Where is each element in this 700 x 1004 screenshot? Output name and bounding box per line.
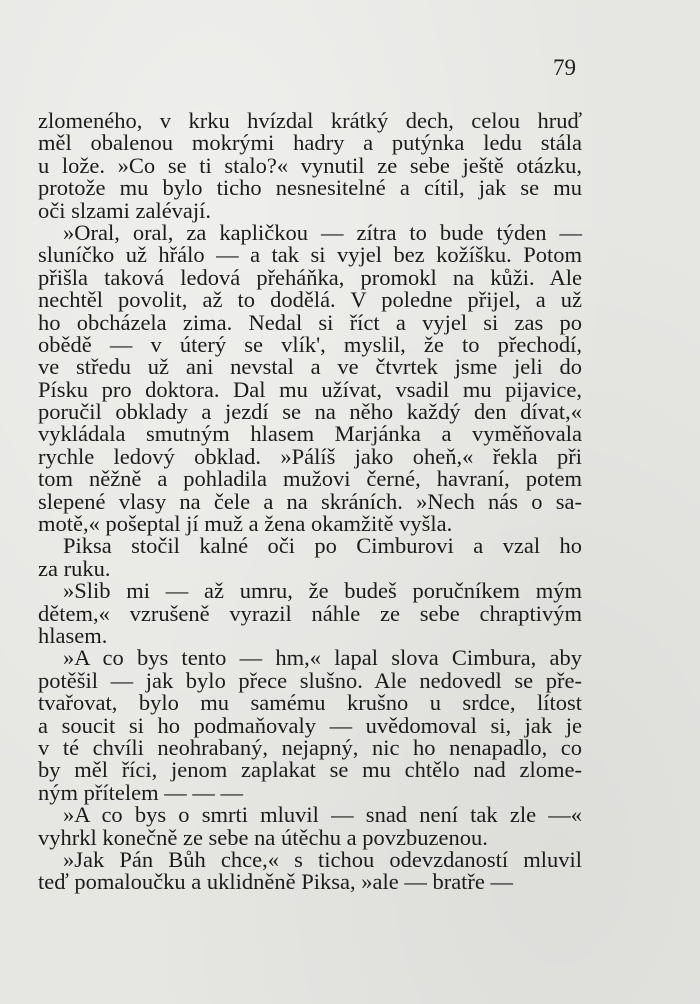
text-line: Písku pro doktora. Dal mu užívat, vsadil mu pijavice, [38,376,582,402]
text-line: protože mu bylo ticho nesnesitelné a cítil, jak se mu [38,175,582,201]
text-line: hlasem. [38,622,108,648]
text-line: tvařovat, bylo mu samému krušno u srdce, lítost [38,690,582,716]
text-line: slepené vlasy na čele a na skráních. »Nech nás o sa- [38,488,582,514]
text-line: a soucit si ho podmaňovaly — uvědomoval si, jak je [38,712,582,738]
text-line: »A co bys o smrti mluvil — snad není tak zle —« [63,802,582,828]
text-line: oči slzami zalévají. [38,197,212,223]
text-line: ve středu už ani nevstal a ve čtvrtek jsme jeli do [38,354,582,380]
text-line: vyhrkl konečně ze sebe na útěchu a povzbuzenou. [38,824,488,850]
text-line: zlomeného, v krku hvízdal krátký dech, celou hruď [38,108,582,133]
text-line: »Jak Pán Bůh chce,« s tichou odevzdaností mluvil [63,846,582,872]
text-line: obědě — v úterý se vlík', myslil, že to přechodí, [38,331,582,357]
paragraph [38,110,582,222]
paragraph [38,580,582,647]
text-line: poručil obklady a jezdí se na něho každý den dívat,« [38,399,582,425]
paragraph [38,804,582,849]
page-number: 79 [553,55,576,80]
text-line: rychle ledový obklad. »Pálíš jako oheň,« řekla při [38,443,582,469]
text-line: by měl říci, jenom zaplakat se mu chtělo nad zlome- [38,757,582,783]
text-line: motě,« pošeptal jí muž a žena okamžitě vyšla. [38,511,453,537]
text-line: teď pomaloučku a uklidněně Piksa, »ale — bratře — [38,869,514,895]
text-line: u lože. »Co se ti stalo?« vynutil ze sebe ještě otázku, [38,152,582,178]
text-line: vykládala smutným hlasem Marjánka a vyměňovala [38,421,582,447]
paragraph [38,535,582,580]
paragraph [38,846,582,895]
text-line: přišla taková ledová přeháňka, promokl na kůži. Ale [38,264,582,290]
paragraph [38,647,582,804]
body-text [38,110,582,894]
text-line: za ruku. [38,555,111,581]
text-line: »A co bys tento — hm,« lapal slova Cimbura, aby [63,645,582,671]
text-line: tom něžně a pohladila mužovi černé, havraní, potem [38,466,582,492]
text-line: nechtěl povolit, až to dodělá. V poledne přijel, a už [38,287,582,313]
paragraph [38,219,582,537]
text-line: Piksa stočil kalné oči po Cimburovi a vzal ho [63,533,582,559]
text-line: »Oral, oral, za kapličkou — zítra to bude týden — [63,219,582,245]
text-line: dětem,« vzrušeně vyrazil náhle ze sebe chraptivým [38,600,582,626]
text-line: v té chvíli neohrabaný, nejapný, nic ho nenapadlo, co [38,734,582,760]
text-line: ným přítelem — — — [38,779,243,805]
text-line: měl obalenou mokrými hadry a putýnka ledu stála [38,130,582,156]
text-line: »Slib mi — až umru, že budeš poručníkem mým [63,578,582,604]
text-line: ho obcházela zima. Nedal si říct a vyjel si zas po [38,309,582,335]
text-line: sluníčko už hřálo — a tak si vyjel bez kožíšku. Potom [38,242,582,268]
text-line: potěšil — jak bylo přece slušno. Ale nedovedl se pře- [38,667,582,693]
